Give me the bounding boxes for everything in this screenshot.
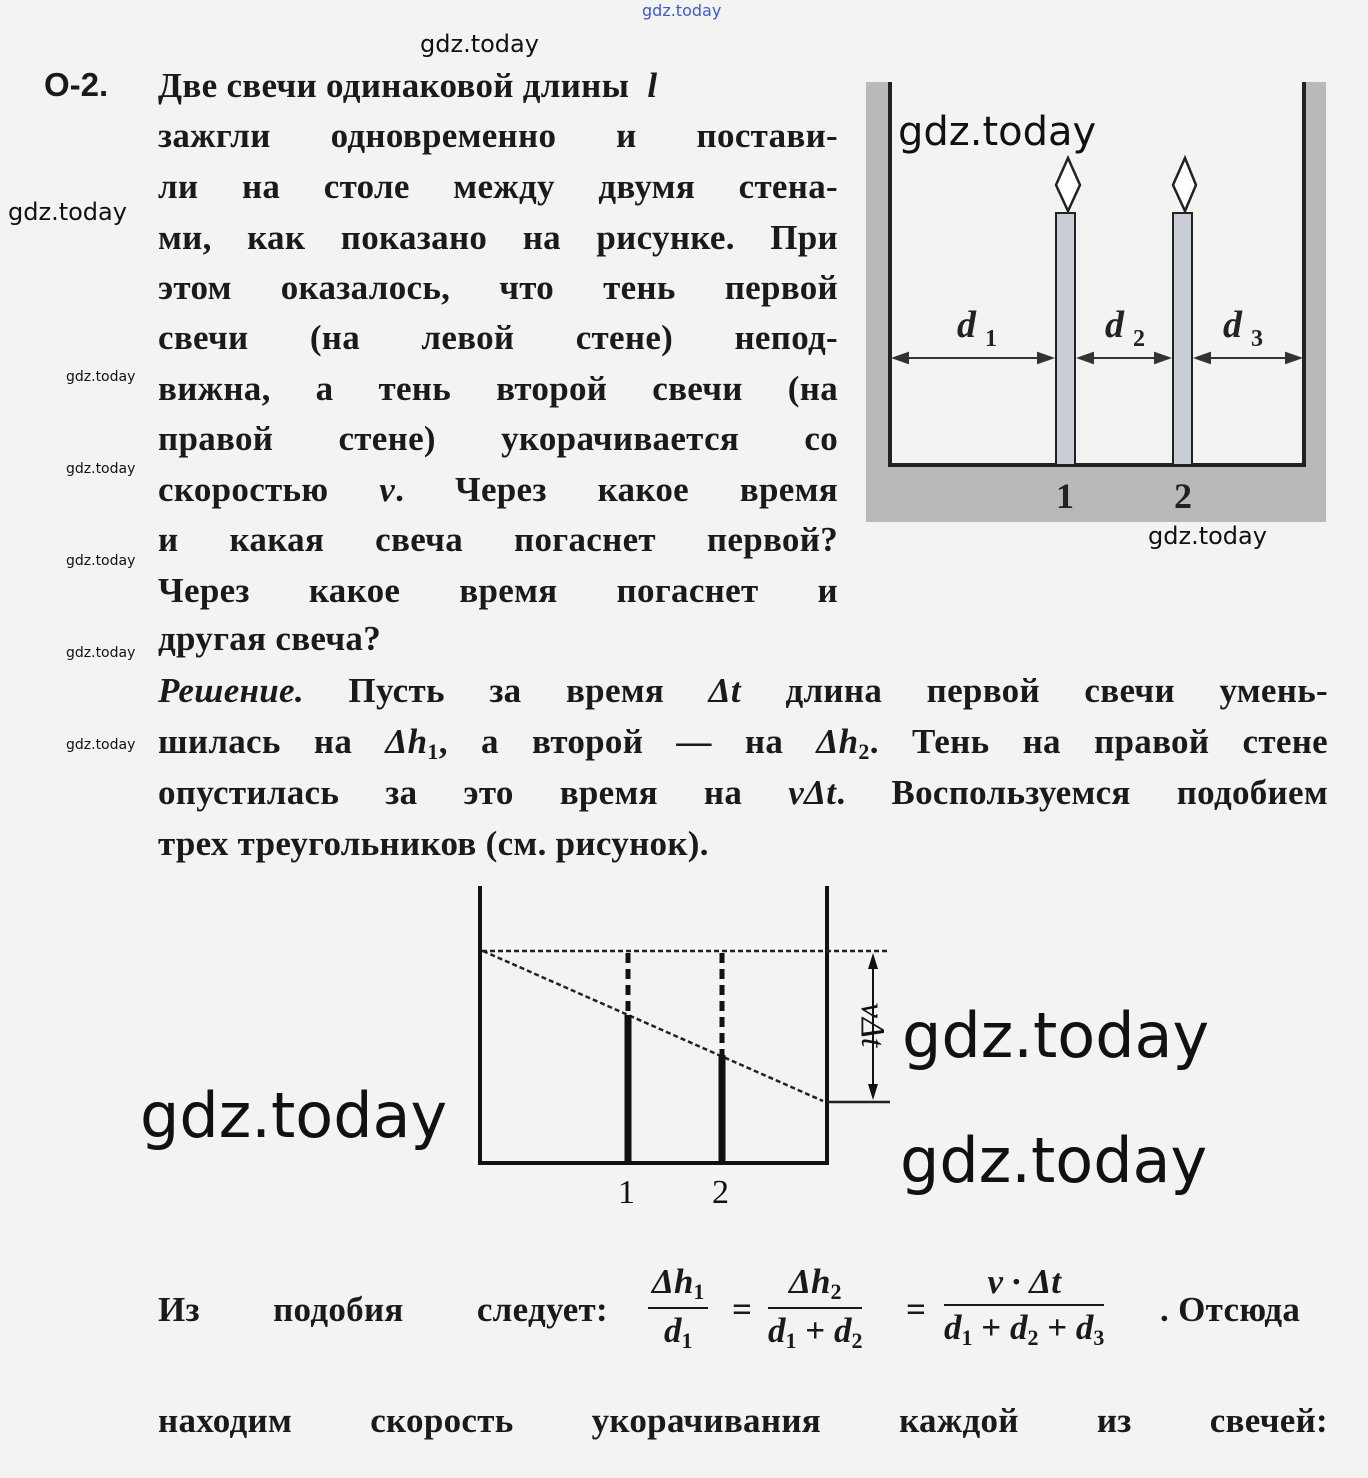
watermark: gdz.today xyxy=(66,645,136,661)
fraction-3: $\frac{v \cdot \Delta t}{d_1 + d_2 + d_3}$ xyxy=(944,1262,1105,1350)
watermark: gdz.today xyxy=(642,1,722,20)
candle-label-1: 1 xyxy=(1056,476,1074,516)
label-d1-sub: 1 xyxy=(985,326,997,352)
text-line: этом оказалось, что тень первой xyxy=(158,268,838,307)
fraction-1: $\frac{\Delta h_1}{d_1}$ xyxy=(648,1262,708,1354)
text-line: Две свечи одинаковой длины l xyxy=(158,66,658,105)
text-line: скоростью v. Через какое время xyxy=(158,470,838,509)
candle-label-1: 1 xyxy=(618,1174,635,1211)
label-d3-sub: 3 xyxy=(1251,326,1263,352)
watermark: gdz.today xyxy=(902,999,1210,1072)
watermark: gdz.today xyxy=(66,461,136,477)
formula-tail: . Отсюда xyxy=(1160,1290,1301,1329)
label-d3: d xyxy=(1223,304,1242,346)
candle-label-2: 2 xyxy=(1174,476,1192,516)
equals-sign: = xyxy=(906,1290,926,1329)
fraction-2: $\frac{\Delta h_2}{d_1 + d_2}$ xyxy=(768,1262,863,1353)
candle-label-2: 2 xyxy=(712,1174,729,1211)
text-line: находим скорость укорачивания каждой из свечей: xyxy=(158,1401,1328,1440)
watermark: gdz.today xyxy=(420,30,539,58)
watermark: gdz.today xyxy=(898,109,1097,155)
watermark: gdz.today xyxy=(140,1079,448,1152)
equals-sign: = xyxy=(732,1290,752,1329)
text-line: Через какое время погаснет и xyxy=(158,571,838,610)
watermark: gdz.today xyxy=(66,737,136,753)
text-line: другая свеча? xyxy=(158,619,382,658)
text-line: свечи (на левой стене) непод- xyxy=(158,318,838,357)
text-line: и какая свеча погаснет первой? xyxy=(158,520,838,559)
label-d1: d xyxy=(957,304,976,346)
watermark: gdz.today xyxy=(1148,522,1267,550)
watermark: gdz.today xyxy=(66,369,136,385)
vdt-label: vΔt xyxy=(854,1002,891,1048)
text-line: трех треугольников (см. рисунок). xyxy=(158,824,709,863)
text-line: зажгли одновременно и постави- xyxy=(158,116,838,155)
text-line: ми, как показано на рисунке. При xyxy=(158,218,838,257)
watermark: gdz.today xyxy=(900,1124,1208,1197)
text-line: опустилась за это время на vΔt. Воспользуемся подобием xyxy=(158,773,1329,812)
watermark: gdz.today xyxy=(66,553,136,569)
problem-number: О-2. xyxy=(44,66,109,103)
triangles-figure xyxy=(440,870,910,1215)
candle-1 xyxy=(1056,158,1080,465)
text-line: шилась на $\Delta h_1$, а второй — на $\Delta h_2$. Тень на правой стене xyxy=(158,722,1328,764)
text-line: вижна, а тень второй свечи (на xyxy=(158,369,838,408)
candle-2 xyxy=(1173,158,1196,465)
watermark: gdz.today xyxy=(8,198,127,226)
text-line: правой стене) укорачивается со xyxy=(158,419,838,458)
label-d2-sub: 2 xyxy=(1133,326,1145,352)
text-line: Решение. Пусть за время Δt длина первой свечи умень- xyxy=(158,671,1328,710)
text-line: ли на столе между двумя стена- xyxy=(158,167,838,206)
label-d2: d xyxy=(1105,304,1124,346)
formula-intro: Из подобия следует: xyxy=(158,1290,608,1329)
